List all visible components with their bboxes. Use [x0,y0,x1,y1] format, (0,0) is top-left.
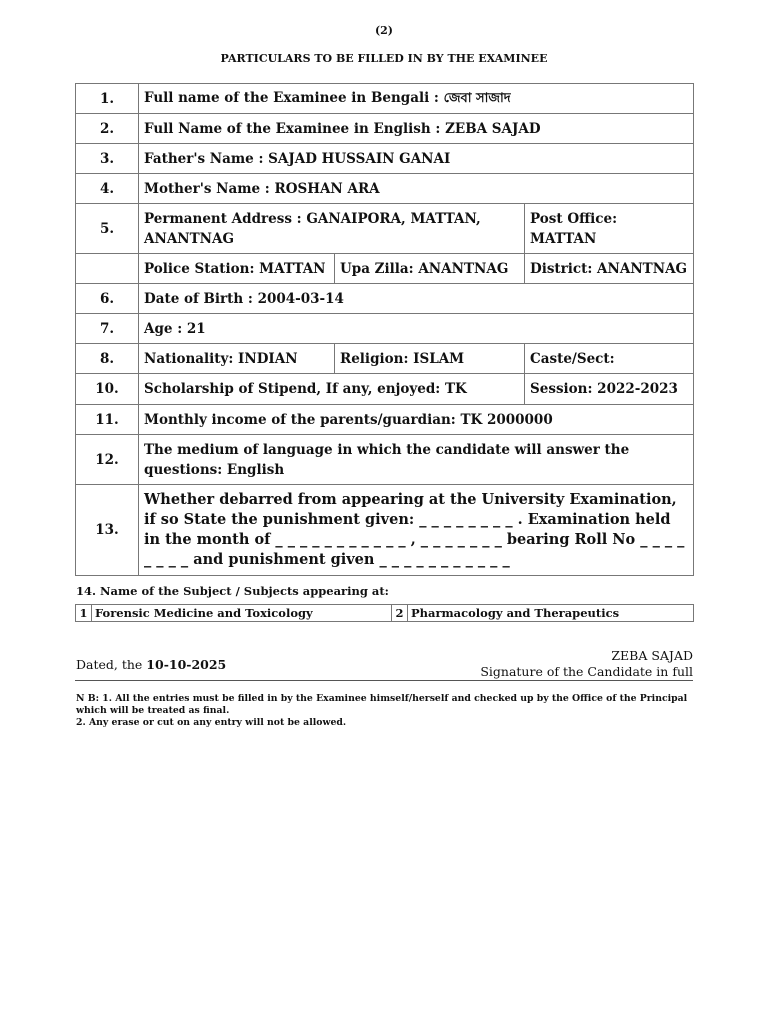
row-age [76,314,694,344]
particulars-table [75,83,694,576]
signature-name: ZEBA SAJAD [611,648,693,663]
row-monthly-income [76,405,694,435]
permanent-address-field: Permanent Address : GANAIPORA, MATTAN, ANANTNAG [139,204,525,254]
row-mother-name [76,174,694,204]
father-name-field: Father's Name : SAJAD HUSSAIN GANAI [139,144,694,174]
police-station-field: Police Station: MATTAN [139,254,335,284]
bengali-name-field [139,84,694,114]
form-heading: PARTICULARS TO BE FILLED IN BY THE EXAMINEE [220,52,548,65]
row-police-station [76,254,694,284]
mother-name-field: Mother's Name : ROSHAN ARA [139,174,694,204]
subject-number: 1 [76,605,92,622]
row-scholarship [76,374,694,405]
subjects-row [76,605,694,622]
row-number: 7. [76,314,139,344]
subject-name: Pharmacology and Therapeutics [408,605,694,622]
row-number: 3. [76,144,139,174]
row-number: 13. [76,485,139,576]
row-bengali-name [76,84,694,114]
upa-zilla-field: Upa Zilla: ANANTNAG [335,254,525,284]
row-medium-language [76,435,694,485]
subjects-title: 14. Name of the Subject / Subjects appearing at: [76,584,389,598]
date-of-birth-field: Date of Birth : 2004-03-14 [139,284,694,314]
row-number: 4. [76,174,139,204]
row-number: 12. [76,435,139,485]
dated-line [76,657,226,672]
row-number-empty [76,254,139,284]
row-number: 6. [76,284,139,314]
medium-language-field: The medium of language in which the candidate will answer the questions: English [139,435,694,485]
row-nationality [76,344,694,374]
district-field: District: ANANTNAG [525,254,694,284]
session-field: Session: 2022-2023 [525,374,694,405]
monthly-income-field: Monthly income of the parents/guardian: TK 2000000 [139,405,694,435]
row-father-name [76,144,694,174]
row-number: 10. [76,374,139,405]
row-number: 8. [76,344,139,374]
dated-value: 10-10-2025 [146,657,227,672]
post-office-field: Post Office: MATTAN [525,204,694,254]
page-number: (2) [374,24,394,37]
signature-line [75,680,693,681]
english-name-field: Full Name of the Examinee in English : ZEBA SAJAD [139,114,694,144]
religion-field: Religion: ISLAM [335,344,525,374]
row-number: 5. [76,204,139,254]
row-number: 11. [76,405,139,435]
row-english-name [76,114,694,144]
debarred-field: Whether debarred from appearing at the University Examination, if so State the punishment given: _ _ _ _ _ _ _ _ . Examination held in the month of _ _ _ _ _ _ _ _ _ _ _ , _ _ _ _ _ _ _ bearing Roll No _ _ _ _ _ _ _ _ and punishment given _ _ _ _ _ _ _ _ _ _ _ [139,485,694,576]
nationality-field: Nationality: INDIAN [139,344,335,374]
signature-label: Signature of the Candidate in full [480,664,693,679]
row-number: 1. [76,84,139,114]
row-address [76,204,694,254]
note-line-2: 2. Any erase or cut on any entry will not be allowed. [76,717,347,728]
row-debarred [76,485,694,576]
bengali-name-value: জেবা সাজাদ [443,91,511,106]
dated-label: Dated, the [76,657,147,672]
subject-number: 2 [392,605,408,622]
subject-name: Forensic Medicine and Toxicology [92,605,392,622]
row-date-of-birth [76,284,694,314]
note-line-1: N B: 1. All the entries must be filled in by the Examinee himself/herself and checked up by the Office of the Principal which will be treated as final. [76,693,688,716]
scholarship-field: Scholarship of Stipend, If any, enjoyed: TK [139,374,525,405]
notes [76,693,692,729]
subjects-table [75,604,694,622]
row-number: 2. [76,114,139,144]
bengali-name-label: Full name of the Examinee in Bengali : [144,90,444,106]
age-field: Age : 21 [139,314,694,344]
caste-field: Caste/Sect: [525,344,694,374]
